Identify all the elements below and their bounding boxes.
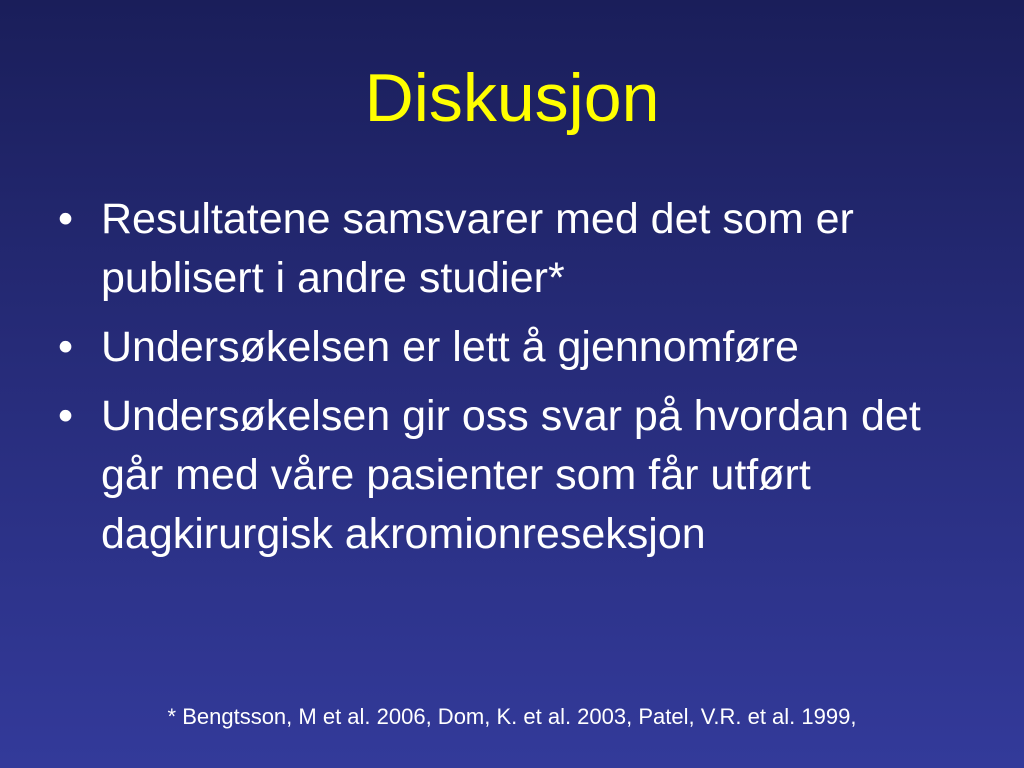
bullet-item bbox=[58, 318, 958, 377]
slide-title: Diskusjon bbox=[364, 60, 660, 136]
bullet-item bbox=[58, 387, 958, 564]
bullet-list bbox=[58, 190, 958, 574]
footnote-references: * Bengtsson, M et al. 2006, Dom, K. et al. 2003, Patel, V.R. et al. 1999, bbox=[167, 704, 857, 729]
bullet-text: Undersøkelsen gir oss svar på hvordan det går med våre pasienter som får utført dagkirurgisk akromionreseksjon bbox=[101, 392, 921, 558]
bullet-text: Undersøkelsen er lett å gjennomføre bbox=[101, 323, 799, 371]
bullet-icon: • bbox=[58, 195, 74, 243]
bullet-item bbox=[58, 190, 958, 308]
bullet-text: Resultatene samsvarer med det som er publisert i andre studier* bbox=[101, 195, 854, 302]
bullet-icon: • bbox=[58, 323, 74, 371]
bullet-icon: • bbox=[58, 392, 74, 440]
